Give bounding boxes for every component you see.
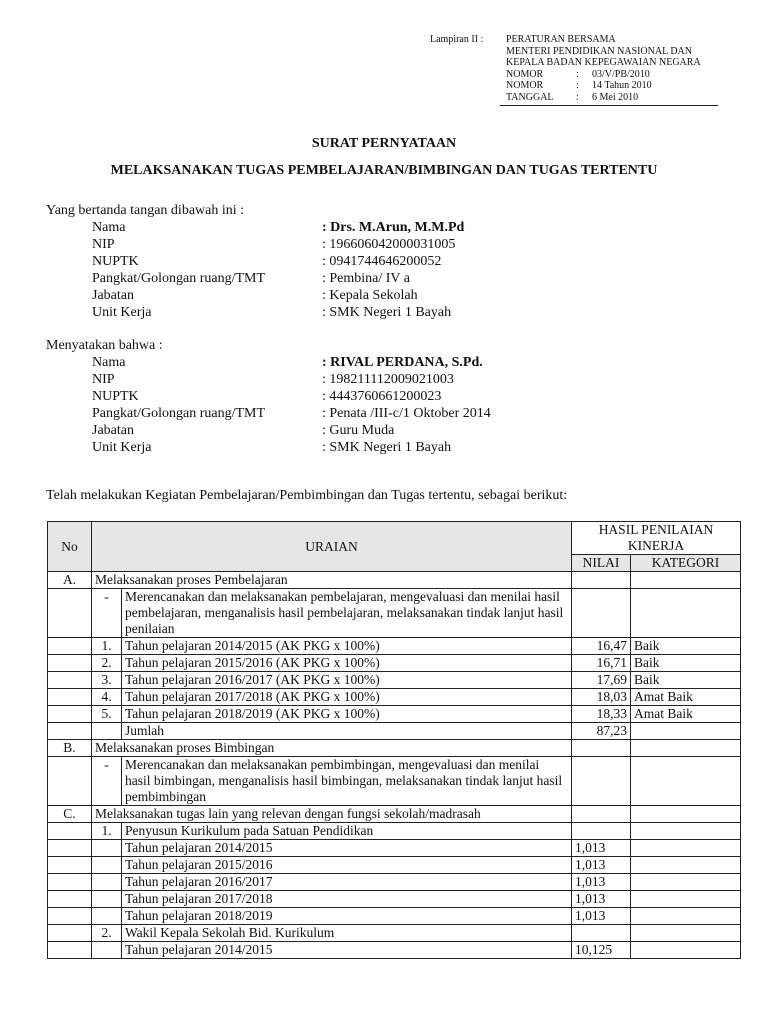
- section-row: B. Melaksanakan proses Bimbingan: [48, 740, 741, 757]
- lampiran-line: MENTERI PENDIDIKAN NASIONAL DAN: [506, 45, 693, 57]
- table-row: Tahun pelajaran 2018/2019 1,013: [48, 908, 741, 925]
- lampiran-divider: [500, 105, 718, 106]
- table-row: - Merencanakan dan melaksanakan pembimbingan, mengevaluasi dan menilai hasil bimbingan, menganalisis hasil bimbingan, melaksanakan tindak lanjut hasil pembimbingan: [48, 757, 741, 806]
- intro-text: Yang bertanda tangan dibawah ini :: [46, 203, 245, 218]
- table-row: 2. Tahun pelajaran 2015/2016 (AK PKG x 100%) 16,71 Baik: [48, 655, 741, 672]
- document-title: SURAT PERNYATAAN: [311, 136, 457, 151]
- header-no: No: [48, 522, 92, 572]
- lampiran-line: PERATURAN BERSAMA: [506, 34, 616, 45]
- statement-text: Telah melakukan Kegiatan Pembelajaran/Pembimbingan dan Tugas tertentu, sebagai berikut:: [46, 488, 568, 503]
- lampiran-label: Lampiran II :: [430, 34, 484, 45]
- table-row: 2. Wakil Kepala Sekolah Bid. Kurikulum: [48, 925, 741, 942]
- header-nilai: NILAI: [572, 555, 631, 572]
- section-row: C. Melaksanakan tugas lain yang relevan dengan fungsi sekolah/madrasah: [48, 806, 741, 823]
- lampiran-line: KEPALA BADAN KEPEGAWAIAN NEGARA: [506, 57, 701, 69]
- lampiran-ref: NOMOR : 03/V/PB/2010: [506, 68, 650, 80]
- table-row: 4. Tahun pelajaran 2017/2018 (AK PKG x 100%) 18,03 Amat Baik: [48, 689, 741, 706]
- table-row: Tahun pelajaran 2016/2017 1,013: [48, 874, 741, 891]
- table-row: Tahun pelajaran 2015/2016 1,013: [48, 857, 741, 874]
- table-header-row: [48, 522, 741, 555]
- header-kategori: KATEGORI: [631, 555, 741, 572]
- declare-text: Menyatakan bahwa :: [46, 338, 163, 353]
- table-row: Tahun pelajaran 2014/2015 1,013: [48, 840, 741, 857]
- table-row: Tahun pelajaran 2014/2015 10,125: [48, 942, 741, 959]
- table-row: 5. Tahun pelajaran 2018/2019 (AK PKG x 100%) 18,33 Amat Baik: [48, 706, 741, 723]
- header-uraian: URAIAN: [92, 522, 572, 572]
- header-hasil: HASIL PENILAIAN KINERJA: [572, 522, 741, 555]
- lampiran-ref: NOMOR : 14 Tahun 2010: [506, 80, 652, 92]
- table-row: - Merencanakan dan melaksanakan pembelajaran, mengevaluasi dan menilai hasil pembelajaran, menganalisis hasil pembelajaran, melaksanakan tindak lanjut hasil penilaian: [48, 589, 741, 638]
- performance-table: [47, 521, 741, 959]
- jumlah-row: Jumlah 87,23: [48, 723, 741, 740]
- table-row: 3. Tahun pelajaran 2016/2017 (AK PKG x 100%) 17,69 Baik: [48, 672, 741, 689]
- table-row: 1. Penyusun Kurikulum pada Satuan Pendidikan: [48, 823, 741, 840]
- table-row: Tahun pelajaran 2017/2018 1,013: [48, 891, 741, 908]
- section-row: A. Melaksanakan proses Pembelajaran: [48, 572, 741, 589]
- document-subtitle: MELAKSANAKAN TUGAS PEMBELAJARAN/BIMBINGAN DAN TUGAS TERTENTU: [110, 163, 658, 178]
- lampiran-ref: TANGGAL : 6 Mei 2010: [506, 91, 639, 103]
- table-row: 1. Tahun pelajaran 2014/2015 (AK PKG x 100%) 16,47 Baik: [48, 638, 741, 655]
